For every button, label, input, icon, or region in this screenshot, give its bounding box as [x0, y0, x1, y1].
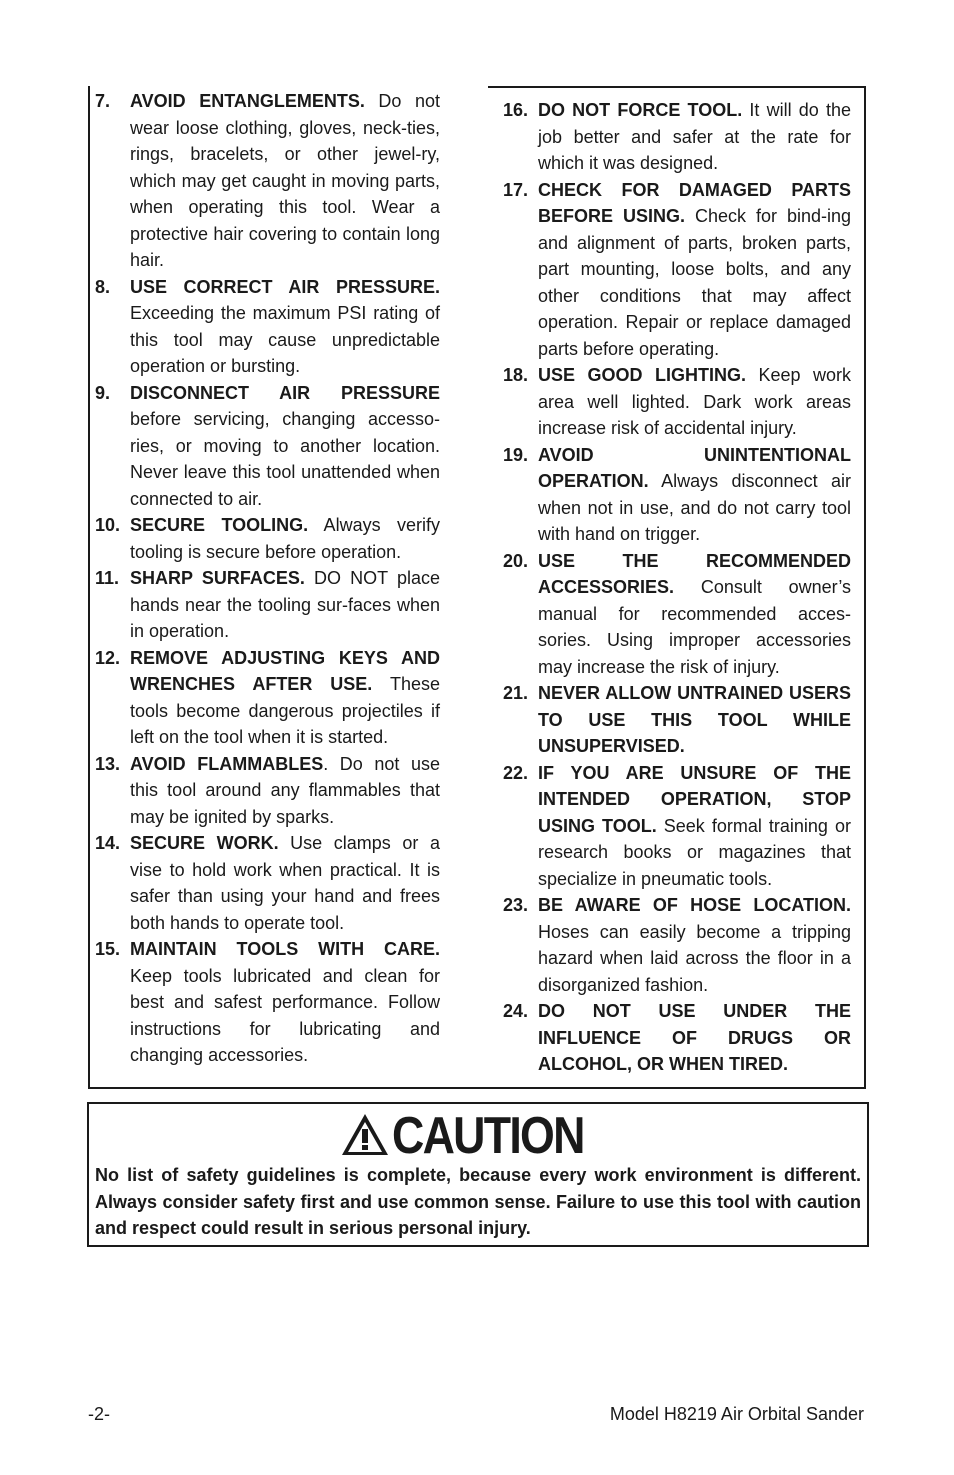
- item-heading: USE THE RECOMMENDED ACCESSORIES.: [538, 550, 851, 597]
- item-text: Do not wear loose clothing, gloves, neck-ties, rings, bracelets, or other jewel-ry, which may get caught in moving parts, when operating this tool. Wear a protective hair covering to contain long hair.: [130, 91, 440, 270]
- item-text: Keep tools lubricated and clean for best and safest performance. Follow instructions for lubricating and changing accessories.: [130, 965, 440, 1065]
- item-text: Hoses can easily become a tripping hazard when laid across the floor in a disorganized fashion.: [538, 921, 851, 995]
- item-heading: IF YOU ARE UNSURE OF THE INTENDED OPERATION, STOP USING TOOL.: [538, 762, 851, 836]
- page-number: -2-: [88, 1404, 110, 1424]
- item-heading: USE GOOD LIGHTING.: [538, 365, 746, 385]
- rule-item-13: [95, 751, 440, 831]
- rule-item-7: [95, 88, 440, 274]
- item-number: 15.: [95, 939, 121, 959]
- item-heading: DISCONNECT AIR PRESSURE: [130, 382, 440, 403]
- item-heading: NEVER ALLOW UNTRAINED USERS TO USE THIS TOOL WHILE UNSUPERVISED.: [538, 683, 851, 756]
- caution-text: No list of safety guidelines is complete, because every work environment is different. Always consider safety first and use common sense. Failure to use this tool with caution and respect could result in serious personal injury.: [95, 1165, 861, 1238]
- item-number: 24.: [503, 1001, 529, 1021]
- item-text: Always verify tooling is secure before operation.: [130, 515, 441, 562]
- item-text: It will do the job better and safer at the rate for which it was designed.: [538, 100, 851, 173]
- rule-item-22: [503, 760, 851, 893]
- rule-item-21: [503, 680, 851, 760]
- item-heading: SECURE WORK.: [130, 833, 279, 853]
- item-number: 16.: [503, 100, 529, 120]
- item-number: 22.: [503, 762, 529, 783]
- item-number: 9.: [95, 382, 111, 403]
- rule-item-9: [95, 380, 440, 513]
- item-heading: SHARP SURFACES.: [130, 568, 305, 588]
- item-text: Seek formal training or research books or magazines that specialize in pneumatic tools.: [538, 815, 851, 889]
- rule-item-20: [503, 548, 851, 681]
- rule-item-16: [503, 97, 851, 177]
- item-heading: USE CORRECT AIR PRESSURE.: [130, 276, 440, 297]
- left-column: [95, 88, 440, 1069]
- item-text: These tools become dangerous projectiles if left on the tool when it is started.: [130, 674, 440, 747]
- item-number: 8.: [95, 276, 111, 297]
- item-number: 17.: [503, 179, 529, 200]
- item-number: 10.: [95, 515, 121, 535]
- item-number: 12.: [95, 647, 121, 668]
- item-text: . Do not use this tool around any flammables that may be ignited by sparks.: [130, 753, 441, 827]
- item-heading: REMOVE ADJUSTING KEYS AND WRENCHES AFTER USE.: [130, 647, 440, 694]
- item-number: 21.: [503, 683, 529, 703]
- item-number: 13.: [95, 753, 121, 774]
- item-heading: AVOID FLAMMABLES: [130, 753, 324, 774]
- rule-item-10: [95, 512, 440, 565]
- item-number: 20.: [503, 550, 529, 571]
- item-text: Always disconnect air when not in use, and do not carry tool with hand on trigger.: [538, 471, 851, 544]
- rule-item-23: [503, 892, 851, 998]
- rule-item-11: [95, 565, 440, 645]
- item-number: 14.: [95, 833, 121, 853]
- item-heading: CHECK FOR DAMAGED PARTS BEFORE USING.: [538, 179, 851, 226]
- item-text: Exceeding the maximum PSI rating of this tool may cause unpredictable operation or bursting.: [130, 303, 440, 376]
- item-text: before servicing, changing accesso-ries, or moving to another location. Never leave this tool unattended when connected to air.: [130, 409, 440, 509]
- rule-item-17: [503, 177, 851, 363]
- rule-item-24: [503, 998, 851, 1078]
- item-number: 7.: [95, 91, 111, 111]
- item-number: 23.: [503, 895, 529, 915]
- rule-item-14: [95, 830, 440, 936]
- item-heading: DO NOT USE UNDER THE INFLUENCE OF DRUGS OR ALCOHOL, OR WHEN TIRED.: [538, 1001, 851, 1074]
- item-heading: DO NOT FORCE TOOL.: [538, 100, 743, 120]
- item-text: DO NOT place hands near the tooling sur-faces when in operation.: [130, 568, 440, 641]
- rules-frame-top-rule: [488, 86, 866, 88]
- item-number: 18.: [503, 365, 529, 385]
- rule-item-18: [503, 362, 851, 442]
- caution-heading: [0, 1106, 954, 1166]
- right-column: [503, 97, 851, 1078]
- item-heading: AVOID UNINTENTIONAL OPERATION.: [538, 444, 851, 491]
- caution-title: CAUTION: [391, 1107, 584, 1165]
- item-text: Check for bind-ing and alignment of parts, broken parts, part mounting, loose bolts, and any other conditions that may affect operation. Repair or replace damaged parts before operating.: [538, 206, 852, 359]
- rule-item-15: [95, 936, 440, 1069]
- item-text: Consult owner’s manual for recommended acces-sories. Using improper accessories may increase the risk of injury.: [538, 577, 851, 677]
- rule-item-12: [95, 645, 440, 751]
- rule-item-19: [503, 442, 851, 548]
- item-heading: SECURE TOOLING.: [130, 515, 309, 535]
- item-text: Use clamps or a vise to hold work when practical. It is safer than using your hand and frees both hands to operate tool.: [130, 833, 440, 933]
- item-heading: AVOID ENTANGLEMENTS.: [130, 91, 365, 111]
- item-heading: BE AWARE OF HOSE LOCATION.: [538, 895, 851, 915]
- item-heading: MAINTAIN TOOLS WITH CARE.: [130, 939, 440, 959]
- item-number: 19.: [503, 444, 529, 465]
- item-number: 11.: [95, 568, 120, 588]
- item-text: Keep work area well lighted. Dark work areas increase risk of accidental injury.: [538, 365, 851, 438]
- rule-item-8: [95, 274, 440, 380]
- warning-triangle-icon: [340, 1111, 390, 1162]
- model-footer: Model H8219 Air Orbital Sander: [609, 1404, 864, 1424]
